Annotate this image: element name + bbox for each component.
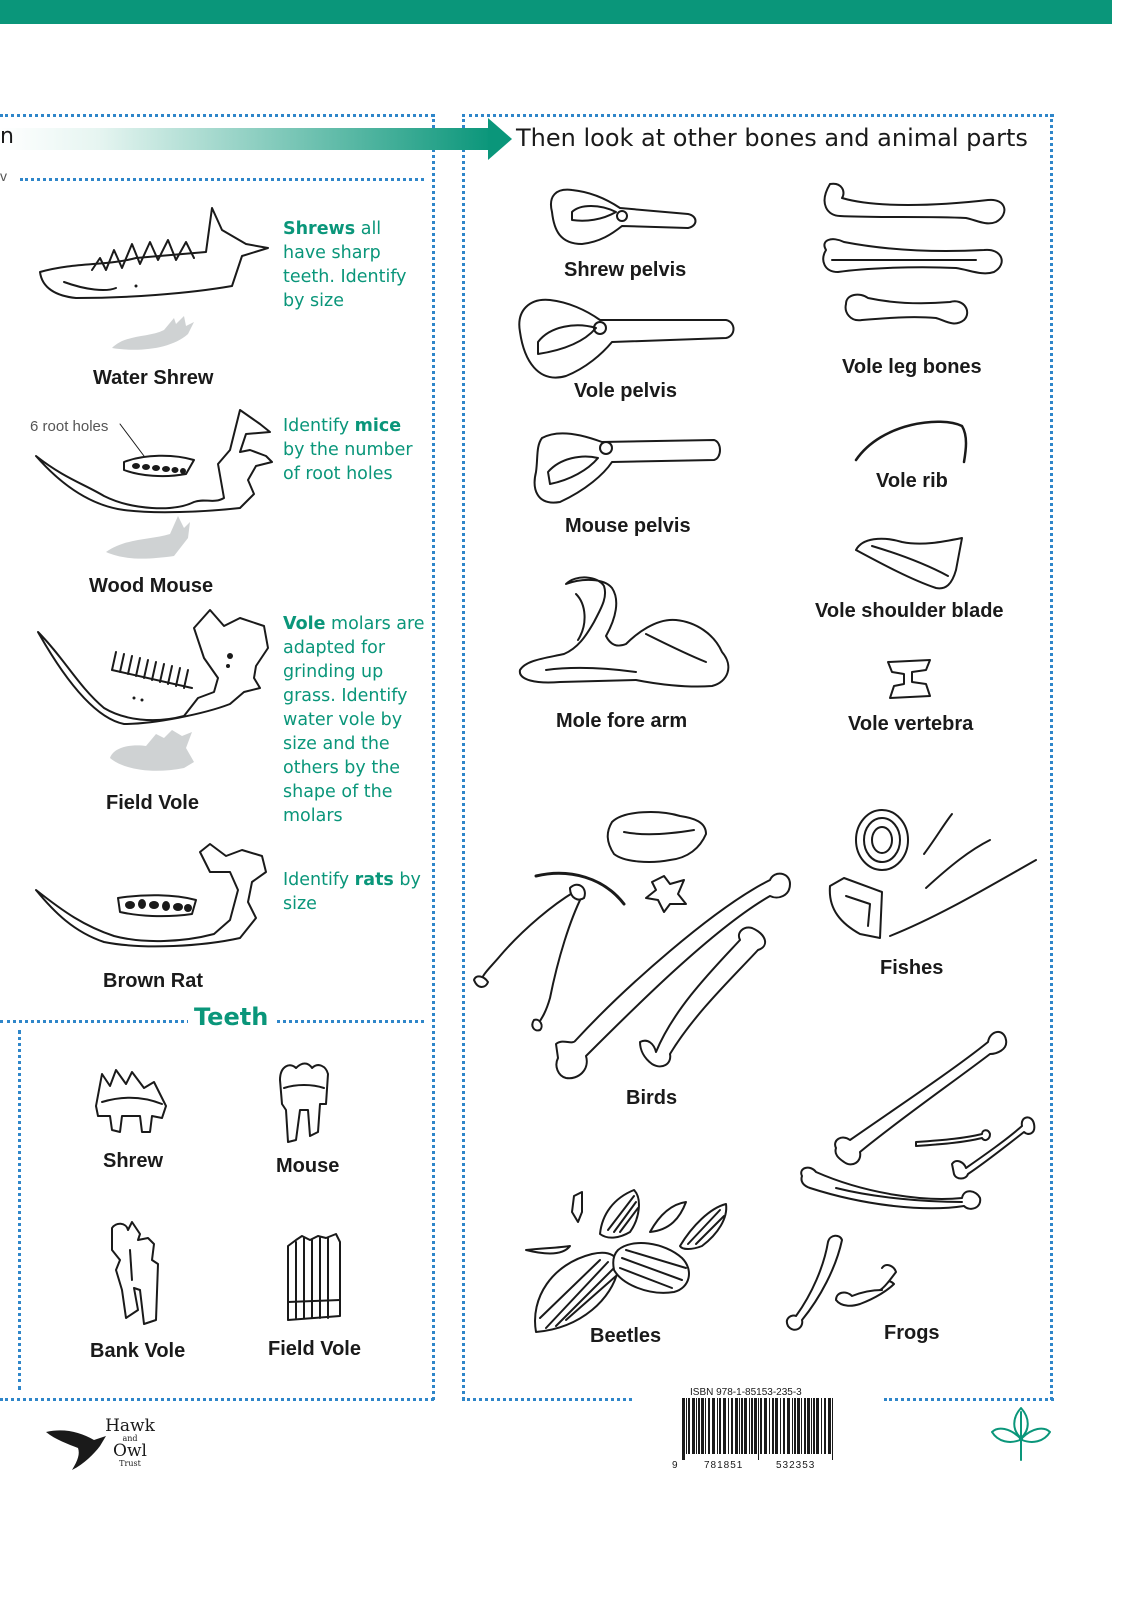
beetles-label: Beetles	[590, 1325, 662, 1347]
left-subheader-divider	[20, 178, 424, 181]
field-vole-label: Field Vole	[106, 792, 199, 814]
frogs-label: Frogs	[884, 1322, 940, 1344]
vole-shoulder-blade-label: Vole shoulder blade	[815, 600, 1004, 622]
right-panel-bottom-border-right	[884, 1398, 1054, 1401]
wood-mouse-jaw-drawing	[34, 404, 280, 574]
leaf-logo-icon	[990, 1404, 1052, 1462]
birds-bones-drawing	[474, 808, 804, 1092]
vole-rib-label: Vole rib	[876, 470, 948, 492]
tooth-label-shrew: Shrew	[103, 1150, 164, 1172]
frogs-bones-drawing	[776, 1028, 1036, 1334]
isbn-text: ISBN 978-1-85153-235-3	[690, 1387, 802, 1398]
right-panel-bottom-border-left	[462, 1398, 632, 1401]
left-panel-top-border	[0, 114, 434, 117]
left-heading-fragment: n	[0, 124, 14, 149]
water-shrew-label: Water Shrew	[93, 367, 214, 389]
vole-leg-bones-drawing	[816, 180, 1012, 348]
barcode-digits-left: 781851	[704, 1460, 744, 1471]
fishes-bones-drawing	[820, 806, 1040, 946]
right-heading: Then look at other bones and animal parts	[516, 124, 1028, 152]
field-vole-tooth-drawing	[284, 1232, 344, 1326]
mice-note: Identify mice by the number of root holes	[283, 416, 413, 484]
tooth-label-mouse: Mouse	[276, 1155, 340, 1177]
teeth-title: Teeth	[188, 1003, 274, 1031]
left-panel-bottom-border	[0, 1398, 434, 1401]
vole-pelvis-drawing	[516, 298, 736, 386]
brown-rat-jaw-drawing	[34, 842, 274, 972]
left-subheading-fragment: v	[0, 168, 7, 184]
fishes-label: Fishes	[880, 957, 944, 979]
field-vole-jaw-drawing	[34, 608, 274, 784]
mole-fore-arm-label: Mole fore arm	[556, 710, 688, 732]
water-shrew-jaw-drawing	[36, 200, 276, 350]
vole-shoulder-blade-drawing	[852, 532, 968, 592]
vole-rib-drawing	[852, 416, 972, 466]
shrew-tooth-drawing	[92, 1066, 172, 1138]
gradient-arrow	[0, 118, 515, 162]
vole-pelvis-label: Vole pelvis	[574, 380, 678, 402]
vole-leg-bones-label: Vole leg bones	[842, 356, 982, 378]
barcode-digits-right: 532353	[776, 1460, 816, 1471]
bank-vole-tooth-drawing	[108, 1220, 168, 1330]
brown-rat-label: Brown Rat	[103, 970, 203, 992]
tooth-label-bank-vole: Bank Vole	[90, 1340, 186, 1362]
shrew-pelvis-label: Shrew pelvis	[564, 259, 687, 281]
vole-vertebra-drawing	[882, 656, 938, 704]
mole-fore-arm-drawing	[516, 574, 736, 692]
birds-label: Birds	[626, 1087, 678, 1109]
tooth-label-field-vole: Field Vole	[268, 1338, 361, 1360]
mouse-pelvis-label: Mouse pelvis	[565, 515, 691, 537]
hawk-and-owl-trust-wordmark: Hawk and Owl Trust	[105, 1416, 155, 1468]
shrew-pelvis-drawing	[546, 186, 700, 248]
teeth-left-border	[18, 1030, 21, 1390]
barcode	[682, 1398, 838, 1460]
barcode-digit-lead: 9	[672, 1460, 678, 1471]
shrew-note: Shrews all have sharp teeth. Identify by size	[283, 219, 407, 311]
top-color-bar	[0, 0, 1112, 24]
mouse-pelvis-drawing	[530, 428, 724, 506]
rats-note: Identify rats by size	[283, 870, 421, 914]
right-panel-top-border	[462, 114, 1054, 117]
root-holes-callout: 6 root holes	[30, 418, 109, 435]
mouse-tooth-drawing	[276, 1060, 336, 1150]
vole-note: Vole molars are adapted for grinding up grass. Identify water vole by size and the others by the shape of the molars	[283, 614, 425, 826]
hawk-and-owl-trust-bird-logo	[44, 1418, 108, 1472]
left-panel-right-border	[432, 114, 435, 1400]
beetles-parts-drawing	[522, 1188, 732, 1342]
wood-mouse-label: Wood Mouse	[89, 575, 214, 597]
vole-vertebra-label: Vole vertebra	[848, 713, 974, 735]
right-panel-left-border	[462, 114, 465, 1400]
right-panel-right-border	[1050, 114, 1053, 1400]
